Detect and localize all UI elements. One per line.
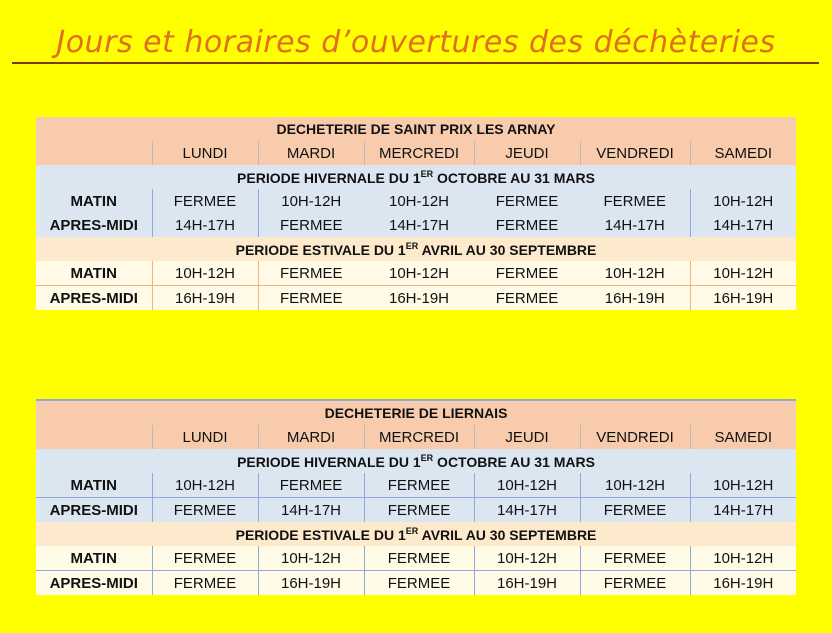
day-header: MARDI <box>258 141 364 165</box>
time-cell: 10H-12H <box>580 473 690 498</box>
time-cell: 10H-12H <box>152 261 258 286</box>
time-cell: 16H-19H <box>474 571 580 596</box>
time-cell: 14H-17H <box>474 498 580 523</box>
time-cell: 16H-19H <box>690 286 796 311</box>
time-cell: 10H-12H <box>690 261 796 286</box>
time-cell: 10H-12H <box>690 473 796 498</box>
row-label-matin: MATIN <box>36 546 152 571</box>
time-cell: FERMEE <box>364 473 474 498</box>
time-cell: FERMEE <box>258 261 364 286</box>
time-cell: FERMEE <box>258 473 364 498</box>
title-underline <box>12 62 819 64</box>
time-cell: FERMEE <box>474 286 580 311</box>
time-cell: 14H-17H <box>690 213 796 237</box>
time-cell: FERMEE <box>364 546 474 571</box>
time-cell: FERMEE <box>364 498 474 523</box>
time-cell: FERMEE <box>152 546 258 571</box>
day-header: JEUDI <box>474 141 580 165</box>
schedule-table-liernais <box>36 399 792 595</box>
time-cell: FERMEE <box>580 498 690 523</box>
time-cell: 10H-12H <box>364 189 474 213</box>
table-title: DECHETERIE DE SAINT PRIX LES ARNAY <box>36 117 796 141</box>
day-header: VENDREDI <box>580 425 690 449</box>
day-header: MERCREDI <box>364 141 474 165</box>
day-header: VENDREDI <box>580 141 690 165</box>
corner-cell <box>36 425 152 449</box>
time-cell: 14H-17H <box>152 213 258 237</box>
day-header: MARDI <box>258 425 364 449</box>
time-cell: 10H-12H <box>474 546 580 571</box>
time-cell: 10H-12H <box>690 189 796 213</box>
time-cell: 10H-12H <box>364 261 474 286</box>
row-label-apres-midi: APRES-MIDI <box>36 213 152 237</box>
time-cell: FERMEE <box>258 286 364 311</box>
time-cell: FERMEE <box>580 189 690 213</box>
schedule-table-saint-prix <box>36 117 792 310</box>
day-header: JEUDI <box>474 425 580 449</box>
time-cell: FERMEE <box>258 213 364 237</box>
time-cell: FERMEE <box>474 213 580 237</box>
row-label-apres-midi: APRES-MIDI <box>36 498 152 523</box>
table-title: DECHETERIE DE LIERNAIS <box>36 400 796 425</box>
time-cell: 10H-12H <box>258 546 364 571</box>
winter-period-header: PERIODE HIVERNALE DU 1ER OCTOBRE AU 31 MARS <box>36 165 796 189</box>
day-header: LUNDI <box>152 425 258 449</box>
time-cell: 14H-17H <box>258 498 364 523</box>
time-cell: FERMEE <box>152 189 258 213</box>
time-cell: 10H-12H <box>580 261 690 286</box>
row-label-apres-midi: APRES-MIDI <box>36 571 152 596</box>
time-cell: 16H-19H <box>258 571 364 596</box>
time-cell: FERMEE <box>580 546 690 571</box>
day-header: SAMEDI <box>690 141 796 165</box>
row-label-matin: MATIN <box>36 473 152 498</box>
time-cell: FERMEE <box>364 571 474 596</box>
corner-cell <box>36 141 152 165</box>
page-title: Jours et horaires d’ouvertures des déchèteries <box>56 25 776 60</box>
time-cell: 10H-12H <box>474 473 580 498</box>
time-cell: FERMEE <box>580 571 690 596</box>
row-label-matin: MATIN <box>36 261 152 286</box>
time-cell: FERMEE <box>474 261 580 286</box>
row-label-apres-midi: APRES-MIDI <box>36 286 152 311</box>
time-cell: 10H-12H <box>690 546 796 571</box>
time-cell: 16H-19H <box>364 286 474 311</box>
time-cell: 14H-17H <box>580 213 690 237</box>
time-cell: 16H-19H <box>152 286 258 311</box>
time-cell: 10H-12H <box>258 189 364 213</box>
row-label-matin: MATIN <box>36 189 152 213</box>
summer-period-header: PERIODE ESTIVALE DU 1ER AVRIL AU 30 SEPTEMBRE <box>36 522 796 546</box>
summer-period-header: PERIODE ESTIVALE DU 1ER AVRIL AU 30 SEPTEMBRE <box>36 237 796 261</box>
time-cell: 16H-19H <box>690 571 796 596</box>
day-header: LUNDI <box>152 141 258 165</box>
day-header: MERCREDI <box>364 425 474 449</box>
winter-period-header: PERIODE HIVERNALE DU 1ER OCTOBRE AU 31 MARS <box>36 449 796 473</box>
time-cell: 14H-17H <box>364 213 474 237</box>
time-cell: FERMEE <box>152 498 258 523</box>
time-cell: FERMEE <box>474 189 580 213</box>
time-cell: FERMEE <box>152 571 258 596</box>
time-cell: 14H-17H <box>690 498 796 523</box>
day-header: SAMEDI <box>690 425 796 449</box>
time-cell: 10H-12H <box>152 473 258 498</box>
time-cell: 16H-19H <box>580 286 690 311</box>
